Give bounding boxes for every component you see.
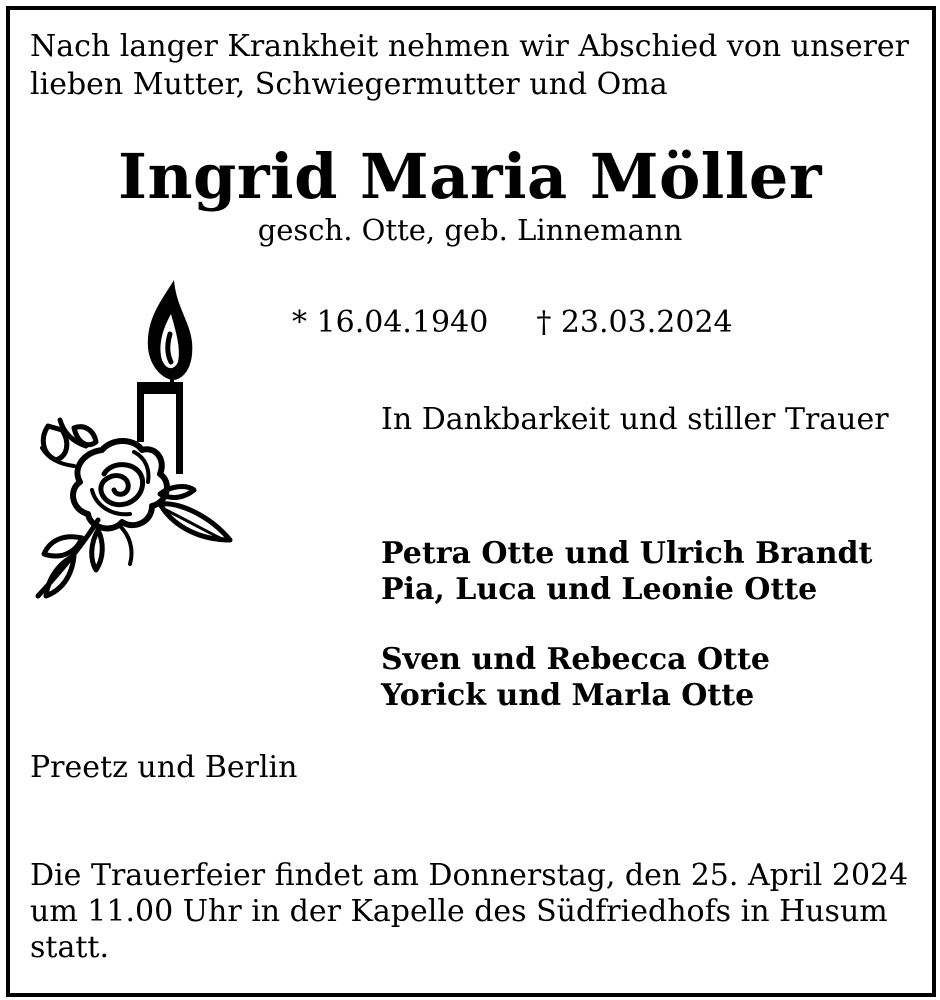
intro-text xyxy=(30,28,909,104)
funeral-info xyxy=(30,858,908,966)
family-line: Pia, Luca und Leonie Otte xyxy=(381,572,818,607)
family-line: Sven und Rebecca Otte xyxy=(381,642,770,677)
maiden-name: gesch. Otte, geb. Linnemann xyxy=(257,213,683,247)
deceased-name: Ingrid Maria Möller xyxy=(117,140,823,213)
funeral-line: Die Trauerfeier findet am Donnerstag, den 25. April 2024 xyxy=(30,858,909,893)
family-group xyxy=(381,536,872,608)
family-group xyxy=(381,642,770,714)
family-line: Petra Otte und Ulrich Brandt xyxy=(381,536,873,571)
intro-line: Nach langer Krankheit nehmen wir Abschied von unserer xyxy=(30,29,910,64)
death-date: † 23.03.2024 xyxy=(536,305,733,340)
birth-date: * 16.04.1940 xyxy=(292,305,489,340)
candle-with-rose-icon xyxy=(34,278,239,608)
gratitude-line: In Dankbarkeit und stiller Trauer xyxy=(381,402,889,437)
funeral-line: statt. xyxy=(30,930,109,965)
place-line: Preetz und Berlin xyxy=(30,750,298,785)
funeral-line: um 11.00 Uhr in der Kapelle des Südfriedhofs in Husum xyxy=(30,894,888,929)
life-dates xyxy=(292,305,733,340)
family-line: Yorick und Marla Otte xyxy=(381,678,755,713)
intro-line: lieben Mutter, Schwiegermutter und Oma xyxy=(30,67,668,102)
